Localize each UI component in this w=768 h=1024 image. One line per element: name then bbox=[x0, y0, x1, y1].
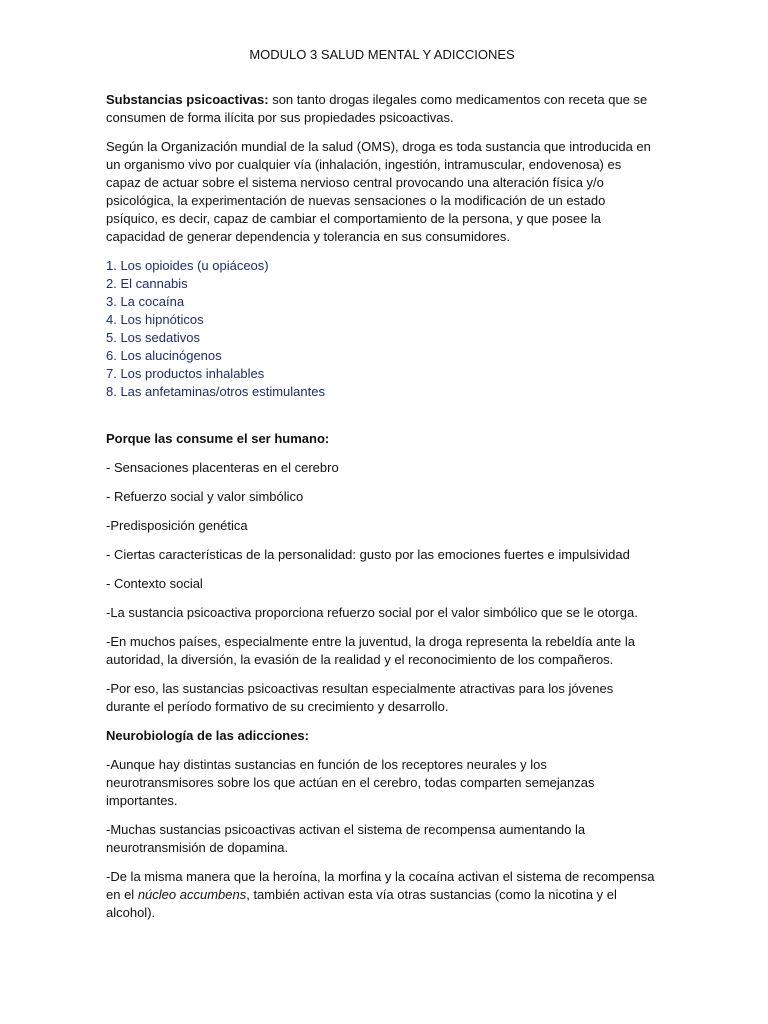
why-item: -Predisposición genética bbox=[106, 518, 248, 533]
substances-list-item: 1. Los opioides (u opiáceos) bbox=[106, 258, 269, 273]
spacer bbox=[106, 412, 658, 430]
substances-list bbox=[106, 257, 658, 401]
why-item: -En muchos países, especialmente entre la juventud, la droga representa la rebeldía ante la autoridad, la diversión, la evasión de la realidad y el reconocimiento de los compañeros. bbox=[106, 634, 635, 667]
neuro-item: -Muchas sustancias psicoactivas activan el sistema de recompensa aumentando la neurotransmisión de dopamina. bbox=[106, 822, 586, 855]
neuro-item-last bbox=[106, 868, 658, 922]
why-item: - Refuerzo social y valor simbólico bbox=[106, 489, 304, 504]
oms-paragraph: Según la Organización mundial de la salud (OMS), droga es toda sustancia que introducida en un organismo vivo por cualquier vía (inhalación, ingestión, intramuscular, endovenosa) es capaz de actuar sobre el sistema nervioso central provocando una alteración física y/o psicológica, la experimentación de nuevas sensaciones o la modificación de un estado psíquico, es decir, capaz de cambiar el comportamiento de la persona, y que posee la capacidad de generar dependencia y tolerancia en sus consumidores. bbox=[106, 139, 651, 244]
neuro-last-italic: núcleo accumbens bbox=[137, 887, 247, 902]
neuro-last-before: -De la misma manera que la heroína, la morfina y la cocaína activan el sistema de recompensa en el bbox=[106, 869, 655, 902]
definition-term: Substancias psicoactivas: bbox=[106, 92, 269, 107]
document-title: MODULO 3 SALUD MENTAL Y ADICCIONES bbox=[249, 47, 515, 62]
definition-text: son tanto drogas ilegales como medicamentos con receta que se consumen de forma ilícita por sus propiedades psicoactivas. bbox=[106, 92, 648, 125]
why-heading: Porque las consume el ser humano: bbox=[106, 431, 330, 446]
why-item: - Contexto social bbox=[106, 576, 203, 591]
neuro-last-after: , también activan esta vía otras sustancias (como la nicotina y el alcohol). bbox=[106, 887, 617, 920]
substances-list-item: 3. La cocaína bbox=[106, 294, 185, 309]
neuro-heading: Neurobiología de las adicciones: bbox=[106, 728, 309, 743]
document-body bbox=[106, 46, 658, 933]
substances-list-item: 6. Los alucinógenos bbox=[106, 348, 222, 363]
why-item: -La sustancia psicoactiva proporciona refuerzo social por el valor simbólico que se le otorga. bbox=[106, 605, 638, 620]
why-item: - Sensaciones placenteras en el cerebro bbox=[106, 460, 339, 475]
definition-paragraph bbox=[106, 91, 658, 127]
substances-list-item: 2. El cannabis bbox=[106, 276, 188, 291]
why-item: -Por eso, las sustancias psicoactivas resultan especialmente atractivas para los jóvenes durante el período formativo de su crecimiento y desarrollo. bbox=[106, 681, 614, 714]
why-item: - Ciertas características de la personalidad: gusto por las emociones fuertes e impulsividad bbox=[106, 547, 630, 562]
substances-list-item: 4. Los hipnóticos bbox=[106, 312, 204, 327]
substances-list-item: 5. Los sedativos bbox=[106, 330, 200, 345]
substances-list-item: 8. Las anfetaminas/otros estimulantes bbox=[106, 384, 325, 399]
neuro-item: -Aunque hay distintas sustancias en función de los receptores neurales y los neurotransmisores sobre los que actúan en el cerebro, todas comparten semejanzas importantes. bbox=[106, 757, 595, 808]
substances-list-item: 7. Los productos inhalables bbox=[106, 366, 265, 381]
